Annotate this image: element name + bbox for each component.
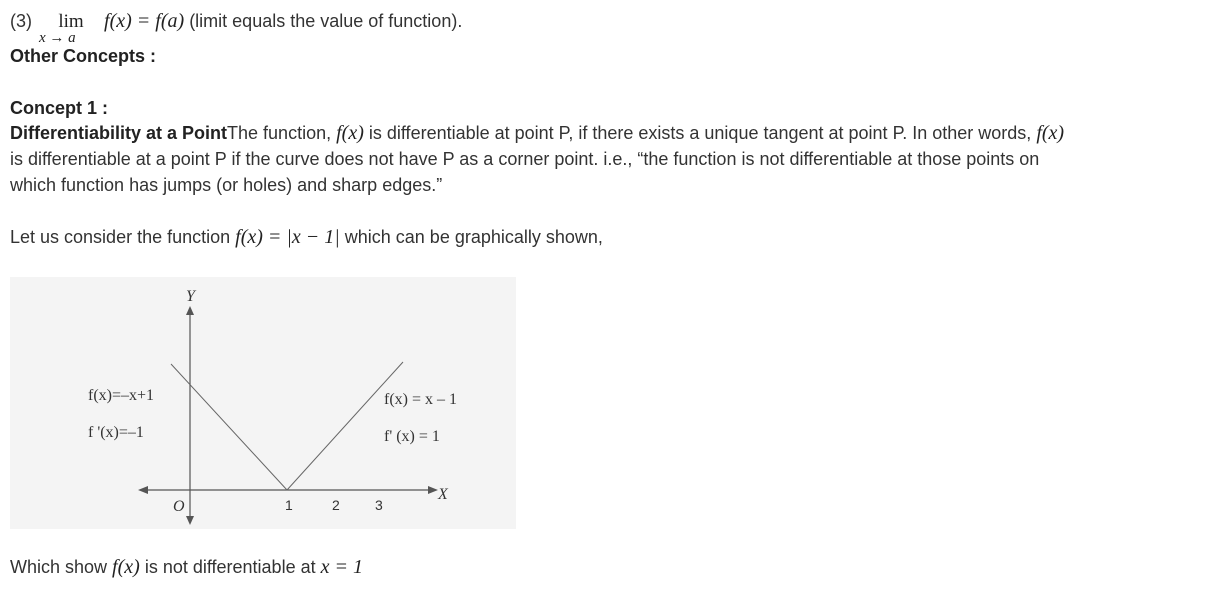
item-number: (3) (10, 11, 32, 31)
limit-statement (10, 10, 463, 46)
concept1-term: Differentiability at a Point (10, 123, 228, 143)
consider-expression: f(x) = |x − 1| (235, 226, 340, 248)
y-axis-arrow-down (186, 516, 194, 525)
abs-function-graph (10, 277, 516, 529)
consider-after: which can be graphically shown, (339, 227, 603, 247)
graph-svg (10, 277, 516, 529)
concept1-line1 (10, 122, 1064, 145)
right-branch (287, 362, 403, 490)
x-tick-2: 2 (332, 497, 340, 513)
conclusion-middle: is not differentiable at (139, 557, 321, 577)
x-axis-label: X (438, 486, 448, 503)
y-axis-arrow-up (186, 306, 194, 315)
left-branch (171, 364, 287, 490)
origin-label: O (173, 498, 185, 515)
limit-operator (39, 11, 91, 46)
consider-before: Let us consider the function (10, 227, 236, 247)
concept1-line2: is differentiable at a point P if the curve does not have P as a corner point. i.e., “the function is not differentiable at those points on (10, 149, 1040, 169)
limit-expression: f(x) = f(a) (104, 10, 185, 32)
concept1-text-a: The function, (227, 123, 337, 143)
limit-note: (limit equals the value of function). (189, 11, 463, 31)
x-axis-arrow-right (428, 486, 438, 494)
x-axis-arrow-left (138, 486, 148, 494)
y-axis-label: Y (186, 288, 195, 305)
conclusion-fx: f(x) (112, 556, 140, 578)
lim-subscript: x → a (39, 30, 76, 46)
concept1-fx-2: f(x) (1036, 122, 1065, 144)
concept1-fx: f(x) (336, 122, 364, 144)
right-function-label: f(x) = x – 1 (384, 391, 458, 408)
lim-word: lim (58, 11, 84, 32)
conclusion-point: x = 1 (320, 556, 363, 578)
x-tick-3: 3 (375, 497, 383, 513)
concept1-line3: which function has jumps (or holes) and sharp edges.” (10, 175, 443, 195)
left-function-label: f(x)=–x+1 (88, 387, 155, 404)
right-derivative-label: f' (x) = 1 (384, 428, 440, 445)
conclusion-statement (10, 556, 363, 579)
concept1-text-b: is differentiable at point P, if there exists a unique tangent at point P. In other words, (363, 123, 1037, 143)
other-concepts-heading: Other Concepts : (10, 46, 157, 66)
left-derivative-label: f '(x)=–1 (88, 424, 144, 441)
conclusion-before: Which show (10, 557, 113, 577)
concept1-heading: Concept 1 : (10, 98, 109, 118)
consider-statement (10, 226, 603, 249)
x-tick-1: 1 (285, 497, 293, 513)
